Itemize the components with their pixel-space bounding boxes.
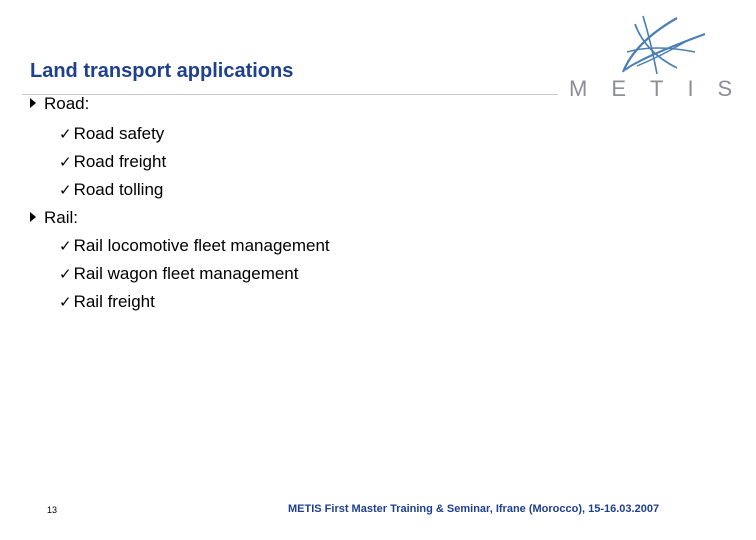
bullet-road-safety: ✓ Road safety xyxy=(59,124,165,143)
bullet-rail-locomotive: ✓ Rail locomotive fleet management xyxy=(59,236,330,255)
triangle-bullet-icon xyxy=(30,98,36,108)
bullet-road: Road: xyxy=(30,94,89,114)
metis-logo-icon xyxy=(565,12,710,74)
checkmark-icon: ✓ xyxy=(59,126,72,143)
page-number: 13 xyxy=(47,505,58,515)
checkmark-icon: ✓ xyxy=(59,182,72,199)
bullet-rail-wagon: ✓ Rail wagon fleet management xyxy=(59,264,299,283)
checkmark-icon: ✓ xyxy=(59,294,72,311)
footer-text: METIS First Master Training & Seminar, Ifrane (Morocco), 15-16.03.2007 xyxy=(288,503,660,515)
bullet-road-freight: ✓ Road freight xyxy=(59,152,167,171)
triangle-bullet-icon xyxy=(30,212,36,222)
checkmark-icon: ✓ xyxy=(59,238,72,255)
bullet-rail: Rail: xyxy=(30,208,78,228)
metis-logo xyxy=(565,12,756,102)
checkmark-icon: ✓ xyxy=(59,266,72,283)
slide-title: Land transport applications xyxy=(30,60,294,82)
checkmark-icon: ✓ xyxy=(59,154,72,171)
bullet-rail-freight: ✓ Rail freight xyxy=(59,292,155,311)
title-underline xyxy=(22,94,558,95)
logo-text: METIS xyxy=(569,76,756,101)
bullet-road-tolling: ✓ Road tolling xyxy=(59,180,164,199)
